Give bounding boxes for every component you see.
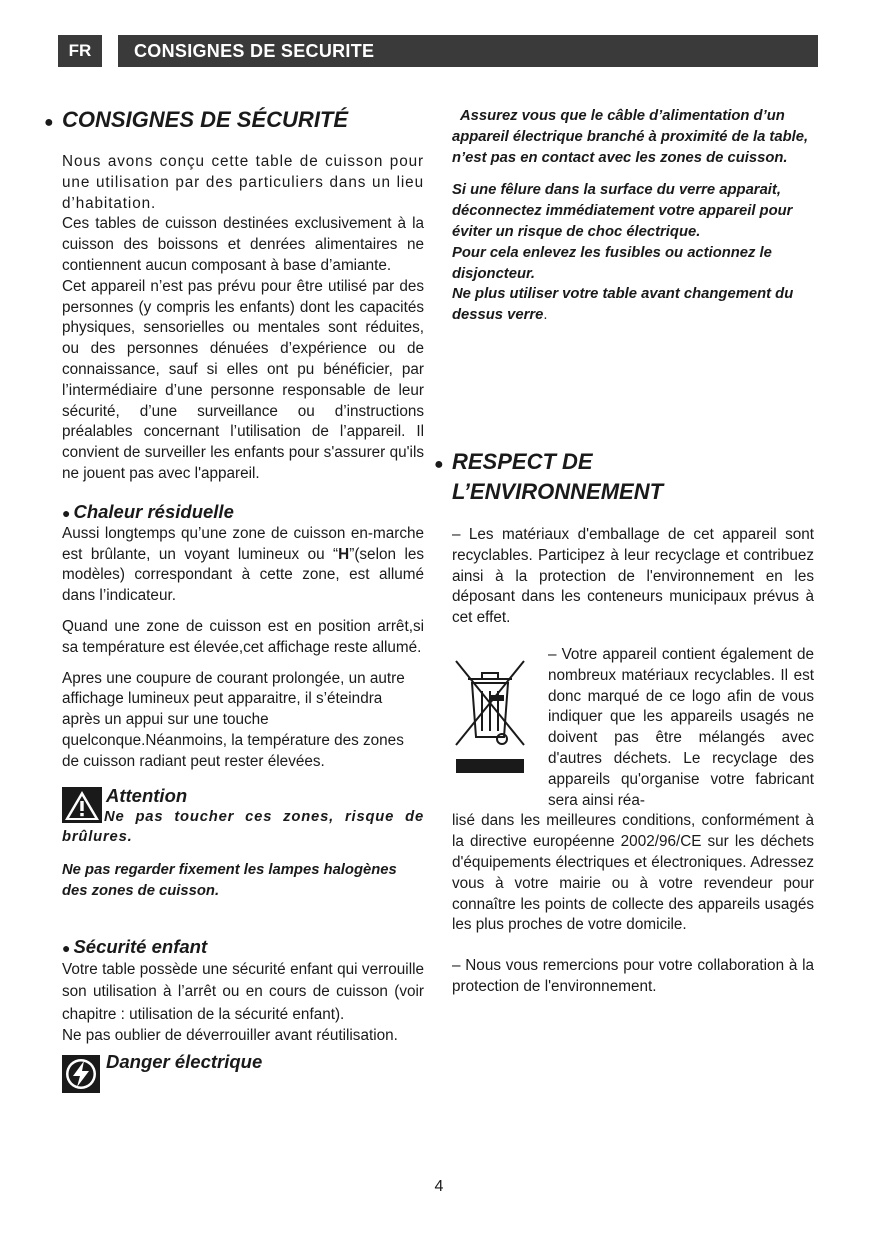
electric-danger-title: Danger électrique [106,1051,263,1072]
cable-warning: Assurez vous que le câble d’alimentation d’un appareil électrique branché à proximité de la table, n’est pas en contact avec les zones de cuisson. [452,108,809,166]
attention-block [62,785,424,849]
weee-paragraph-wrapped: – Votre appareil contient également de nombreux matériaux recyclables. Il est donc marqué de ce logo afin de vous indiquer que les appareils usagés ne doivent pas être mélangés avec d'autres déchets. Le recyclage des appareils qu'organise votre fabricant sera ainsi réa- [548,645,814,809]
crossed-bin-icon [452,655,528,775]
intro-paragraph: Nous avons conçu cette table de cuisson pour une utilisation par des particuliers dans un lieu d’habitation. [62,153,424,212]
subsection-title-child-safety: ● Sécurité enfant [62,935,208,957]
residual-heat-paragraph-2: Quand une zone de cuisson est en position arrêt,si sa température est élevée,cet affichage reste allumé. [62,617,424,656]
section-title-safety: ● CONSIGNES DE SÉCURITÉ [44,106,424,136]
lightning-icon [62,1055,100,1093]
attention-title: Attention [106,784,188,806]
glass-warning: Ne plus utiliser votre table avant changement du dessus verre. [452,286,794,324]
bullet-icon: ● [62,939,71,956]
recycling-block [452,645,814,936]
halogen-warning: Ne pas regarder fixement les lampes halogènes des zones de cuisson. [62,862,397,899]
bullet-icon: ● [62,504,71,521]
weee-paragraph-continued: lisé dans les meilleures conditions, conformément à la directive européenne 2002/96/CE sur les déchets d'équipements électriques et électroniques. Adressez vous à votre mairie ou à votre revendeur pour connaître les points de collecte des appareils usagés les plus proches de votre domicile. [452,812,814,934]
thanks-paragraph: – Nous vous remercions pour votre collaboration à la protection de l'environnement. [452,957,814,995]
page-number: 4 [434,1178,444,1195]
page-header-title: CONSIGNES DE SECURITE [118,35,818,67]
right-column [434,106,814,998]
language-badge: FR [58,35,102,67]
residual-heat-paragraph-1: Aussi longtemps qu’une zone de cuisson en-marche est brûlante, un voyant lumineux ou “H”(selon les modèles) correspondant à cette zone, est allumé dans l’indicateur. [62,524,424,605]
left-column [44,106,424,1073]
child-unlock-paragraph: Ne pas oublier de déverrouiller avant réutilisation. [62,1027,398,1045]
residual-heat-paragraph-3: Apres une coupure de courant prolongée, un autre affichage lumineux peut apparaitre, il s’éteindra après un appui sur une touche quelconque.Néanmoins, la température des zones de cuisson radiant peut rester élevées. [62,669,405,770]
attention-text: Ne pas toucher ces zones, risque de brûlures. [62,808,424,846]
fuse-warning: Pour cela enlevez les fusibles ou actionnez le disjoncteur. [452,244,772,282]
crack-warning: Si une fêlure dans la surface du verre apparait, déconnectez immédiatement votre appareil pour éviter un risque de choc électrique. [452,182,793,240]
bullet-icon: ● [44,114,54,131]
electric-danger-block [62,1051,424,1073]
section-title-environment: ● RESPECT DE L’ENVIRONNEMENT [434,448,664,504]
child-safety-paragraph: Votre table possède une sécurité enfant qui verrouille son utilisation à l’arrêt ou en cours de cuisson (voir chapitre : utilisation de la sécurité enfant). [62,960,424,1023]
packaging-paragraph: – Les matériaux d'emballage de cet appareil sont recyclables. Participez à leur recyclage et contribuez ainsi à la protection de l'environnement en les déposant dans les conteneurs municipaux prévus à cet effet. [452,525,814,627]
asbestos-paragraph: Ces tables de cuisson destinées exclusivement à la cuisson des boissons et denrées alimentaires ne contiennent aucun composant à base d’amiante. [62,215,424,274]
users-paragraph: Cet appareil n’est pas prévu pour être utilisé par des personnes (y compris les enfants) dont les capacités physiques, sensorielles ou mentales sont réduites, ou des personnes dénuées d’expérience ou de connaissance, sauf si elles ont pu bénéficier, par l’intermédiaire d’une personne responsable de leur sécurité, d’une surveillance ou d’instructions préalables concernant l’utilisation de l’appareil. Il convient de surveiller les enfants pour s'assurer qu'ils ne jouent pas avec l'appareil. [62,277,424,482]
subsection-title-residual-heat: ● Chaleur résiduelle [62,500,234,522]
warning-triangle-icon [62,787,102,823]
bullet-icon: ● [434,455,444,473]
